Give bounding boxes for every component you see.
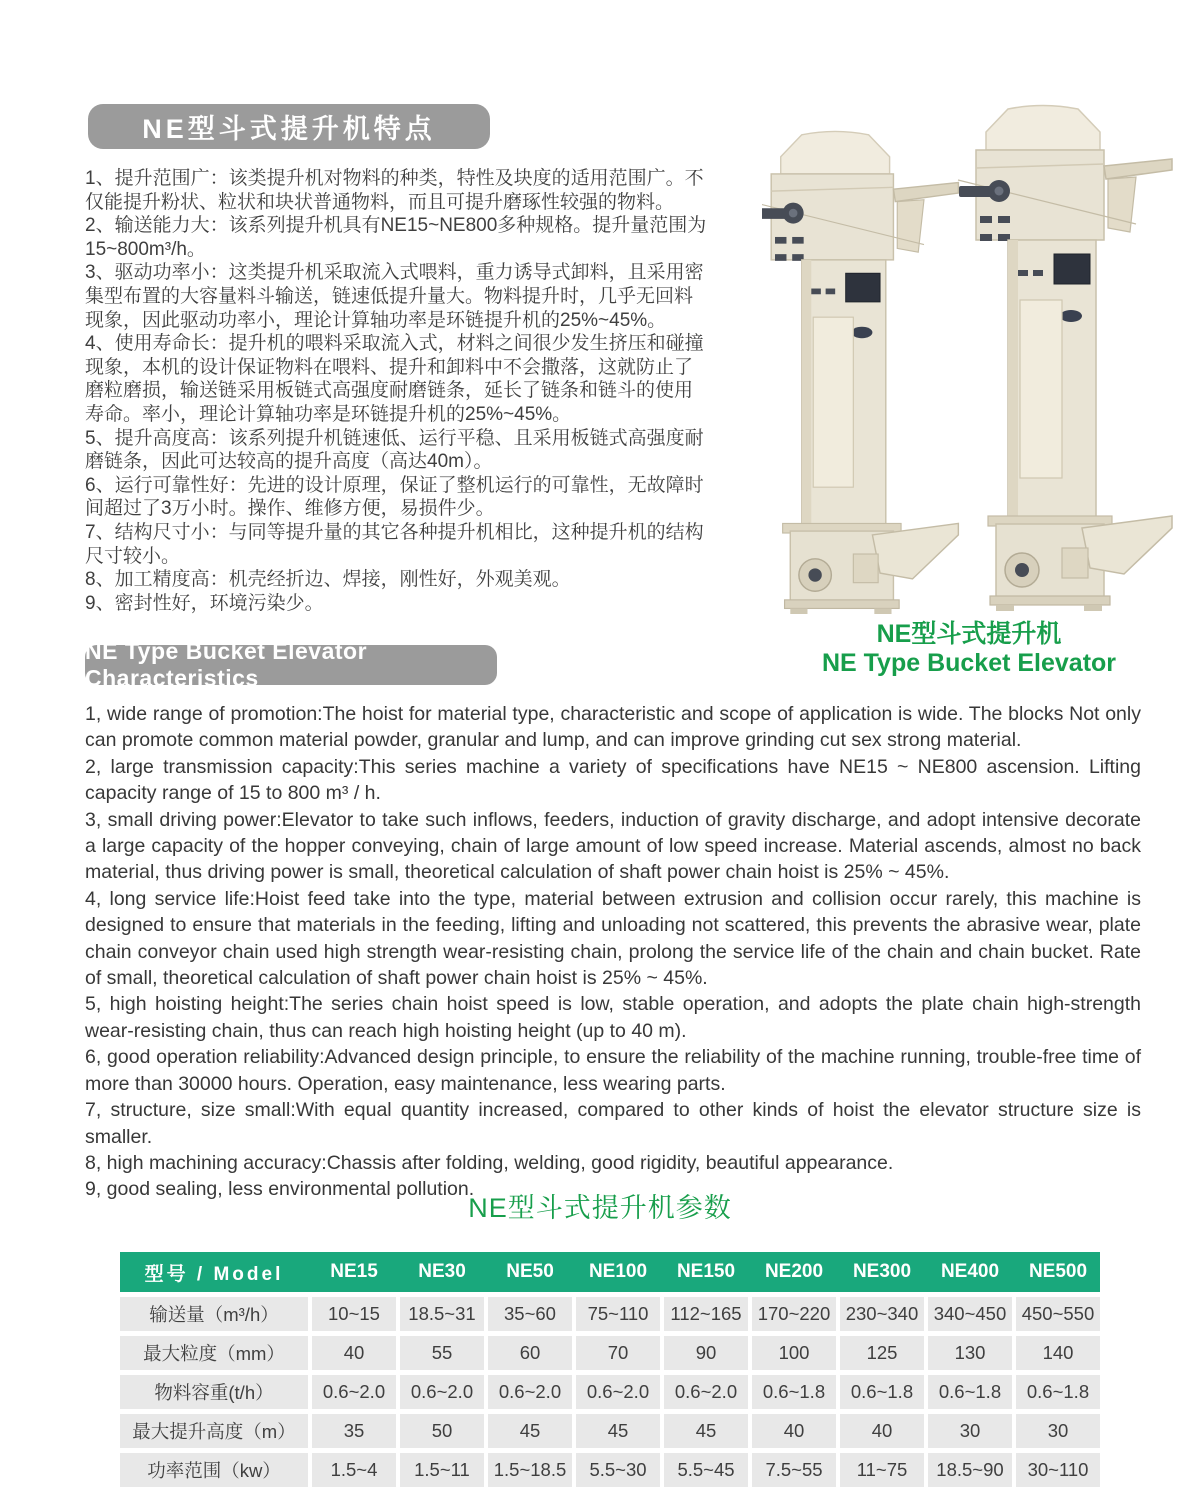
table-cell-value: 0.6~1.8 — [1016, 1375, 1100, 1409]
feature-cn-item: 4、使用寿命长：提升机的喂料采取流入式，材料之间很少发生挤压和碰撞现象，本机的设计保证物料在喂料、提升和卸料中不会撒落，这就防止了磨粒磨损，输送链采用板链式高强度耐磨链条，延长了链条和链斗的使用寿命。率小，理论计算轴功率是环链提升机的25%~45%。 — [85, 333, 704, 425]
table-cell-value: 100 — [752, 1336, 836, 1370]
feature-cn-item: 3、驱动功率小：这类提升机采取流入式喂料，重力诱导式卸料，且采用密集型布置的大容量料斗输送，链速低提升量大。物料提升时，几乎无回料现象，因此驱动功率小，理论计算轴功率是环链提升机的25%~45%。 — [85, 262, 704, 331]
table-cell-value: 40 — [840, 1414, 924, 1448]
feature-cn-item: 6、运行可靠性好：先进的设计原理，保证了整机运行的可靠性，无故障时间超过了3万小时。操作、维修方便，易损件少。 — [85, 474, 704, 520]
table-cell-value: 45 — [488, 1414, 572, 1448]
table-cell-value: 40 — [752, 1414, 836, 1448]
table-cell-value: 60 — [488, 1336, 572, 1370]
table-cell-value: 112~165 — [664, 1297, 748, 1331]
table-cell-value: 140 — [1016, 1336, 1100, 1370]
table-cell-value: 340~450 — [928, 1297, 1012, 1331]
feature-en-item: 4, long service life:Hoist feed take into the type, material between extrusion and collision occur rarely, this machine is designed to ensure that materials in the feeding, lifting and unloading not scattered, this prevents the abrasive wear, plate chain conveyor chain used high strength wear-resisting chain, prolong the service life of the chain and chain bucket. Rate of small, theoretical calculation of shaft power chain hoist is 25% ~ 45%. — [85, 887, 1141, 990]
features-en-badge-label: NE Type Bucket Elevator Characteristics — [85, 638, 368, 691]
table-cell-value: 450~550 — [1016, 1297, 1100, 1331]
table-cell-value: 130 — [928, 1336, 1012, 1370]
table-cell-value: 170~220 — [752, 1297, 836, 1331]
table-cell-value: 18.5~31 — [400, 1297, 484, 1331]
table-column-header: NE400 — [928, 1252, 1012, 1292]
table-column-header: NE30 — [400, 1252, 484, 1292]
figure-caption-cn: NE型斗式提升机 — [876, 620, 1062, 648]
feature-cn-item: 8、加工精度高：机壳经折边、焊接，刚性好，外观美观。 — [85, 569, 571, 591]
table-row-label: 最大粒度（mm） — [120, 1336, 308, 1370]
table-cell-value: 1.5~4 — [312, 1453, 396, 1487]
table-row-label: 最大提升高度（m） — [120, 1414, 308, 1448]
table-column-header: NE50 — [488, 1252, 572, 1292]
table-cell-value: 40 — [312, 1336, 396, 1370]
feature-en-item: 5, high hoisting height:The series chain hoist speed is low, stable operation, and adopts the plate chain high-strength wear-resisting chain, thus can reach high hoisting height (up to 40 m). — [85, 993, 1141, 1042]
feature-en-item: 9, good sealing, less environmental pollution. — [85, 1178, 475, 1201]
feature-cn-item: 5、提升高度高：该系列提升机链速低、运行平稳、且采用板链式高强度耐磨链条，因此可达较高的提升高度（高达40m）。 — [85, 427, 704, 473]
table-column-header: NE15 — [312, 1252, 396, 1292]
table-cell-value: 230~340 — [840, 1297, 924, 1331]
params-table — [120, 1252, 1100, 1492]
table-cell-value: 10~15 — [312, 1297, 396, 1331]
table-row-label: 功率范围（kw） — [120, 1453, 308, 1487]
table-column-header: 型号 / Model — [120, 1252, 308, 1292]
params-title: NE型斗式提升机参数 — [468, 1193, 732, 1223]
table-cell-value: 55 — [400, 1336, 484, 1370]
table-row — [120, 1453, 1100, 1487]
table-cell-value: 0.6~2.0 — [576, 1375, 660, 1409]
features-cn-badge-label: NE型斗式提升机特点 — [142, 114, 436, 144]
table-cell-value: 0.6~2.0 — [488, 1375, 572, 1409]
table-cell-value: 35 — [312, 1414, 396, 1448]
table-cell-value: 1.5~11 — [400, 1453, 484, 1487]
product-figure — [762, 104, 1176, 678]
table-cell-value: 7.5~55 — [752, 1453, 836, 1487]
table-row-label: 输送量（m³/h） — [120, 1297, 308, 1331]
table-cell-value: 30 — [1016, 1414, 1100, 1448]
table-column-header: NE100 — [576, 1252, 660, 1292]
bucket-elevator-image — [762, 104, 1176, 614]
table-column-header: NE200 — [752, 1252, 836, 1292]
feature-en-item: 1, wide range of promotion:The hoist for material type, characteristic and scope of application is wide. The blocks Not only can promote common material powder, granular and lump, and can improve grinding cut sex strong material. — [85, 703, 1141, 752]
feature-en-item: 7, structure, size small:With equal quantity increased, compared to other kinds of hoist the elevator structure size is smaller. — [85, 1099, 1141, 1148]
table-cell-value: 70 — [576, 1336, 660, 1370]
table-header-row — [120, 1252, 1100, 1292]
table-body — [120, 1297, 1100, 1487]
table-cell-value: 1.5~18.5 — [488, 1453, 572, 1487]
feature-en-item: 6, good operation reliability:Advanced design principle, to ensure the reliability of the machine running, trouble-free time of more than 30000 hours. Operation, easy maintenance, less wearing parts. — [85, 1046, 1141, 1095]
table-column-header: NE150 — [664, 1252, 748, 1292]
features-cn-badge — [88, 104, 490, 149]
features-en-badge — [85, 638, 497, 691]
feature-en-item: 8, high machining accuracy:Chassis after folding, welding, good rigidity, beautiful appearance. — [85, 1151, 894, 1174]
table-cell-value: 30~110 — [1016, 1453, 1100, 1487]
table-column-header: NE500 — [1016, 1252, 1100, 1292]
table-row — [120, 1297, 1100, 1331]
feature-en-item: 3, small driving power:Elevator to take such inflows, feeders, induction of gravity discharge, and adopt intensive decorate a large capacity of the hopper conveying, chain of large amount of low speed increase. Material ascends, almost no back material, thus driving power is small, theoretical calculation of shaft power chain hoist is 25% ~ 45%. — [85, 808, 1141, 884]
features-en-list — [85, 701, 1141, 1203]
feature-cn-item: 2、输送能力大：该系列提升机具有NE15~NE800多种规格。提升量范围为15~800m³/h。 — [85, 215, 707, 260]
table-cell-value: 75~110 — [576, 1297, 660, 1331]
figure-caption-en: NE Type Bucket Elevator — [821, 649, 1117, 677]
table-cell-value: 11~75 — [840, 1453, 924, 1487]
table-cell-value: 90 — [664, 1336, 748, 1370]
table-row — [120, 1375, 1100, 1409]
table-cell-value: 0.6~2.0 — [664, 1375, 748, 1409]
feature-cn-item: 1、提升范围广：该类提升机对物料的种类，特性及块度的适用范围广。不仅能提升粉状、粒状和块状普通物料，而且可提升磨琢性较强的物料。 — [85, 168, 704, 213]
table-cell-value: 18.5~90 — [928, 1453, 1012, 1487]
table-cell-value: 0.6~2.0 — [312, 1375, 396, 1409]
table-cell-value: 5.5~30 — [576, 1453, 660, 1487]
table-row — [120, 1336, 1100, 1370]
table-cell-value: 0.6~1.8 — [752, 1375, 836, 1409]
feature-cn-item: 7、结构尺寸小：与同等提升量的其它各种提升机相比，这种提升机的结构尺寸较小。 — [85, 521, 704, 567]
table-cell-value: 0.6~1.8 — [840, 1375, 924, 1409]
table-cell-value: 5.5~45 — [664, 1453, 748, 1487]
table-cell-value: 35~60 — [488, 1297, 572, 1331]
table-cell-value: 45 — [576, 1414, 660, 1448]
table-cell-value: 45 — [664, 1414, 748, 1448]
table-column-header: NE300 — [840, 1252, 924, 1292]
table-row-label: 物料容重(t/h） — [120, 1375, 308, 1409]
table-cell-value: 50 — [400, 1414, 484, 1448]
table-cell-value: 30 — [928, 1414, 1012, 1448]
table-cell-value: 0.6~1.8 — [928, 1375, 1012, 1409]
table-cell-value: 125 — [840, 1336, 924, 1370]
table-cell-value: 0.6~2.0 — [400, 1375, 484, 1409]
feature-en-item: 2, large transmission capacity:This series machine a variety of specifications have NE15 ~ NE800 ascension. Lifting capacity range of 15 to 800 m³ / h. — [85, 755, 1141, 805]
table-row — [120, 1414, 1100, 1448]
features-cn-list — [85, 167, 709, 615]
feature-cn-item: 9、密封性好，环境污染少。 — [85, 592, 324, 614]
